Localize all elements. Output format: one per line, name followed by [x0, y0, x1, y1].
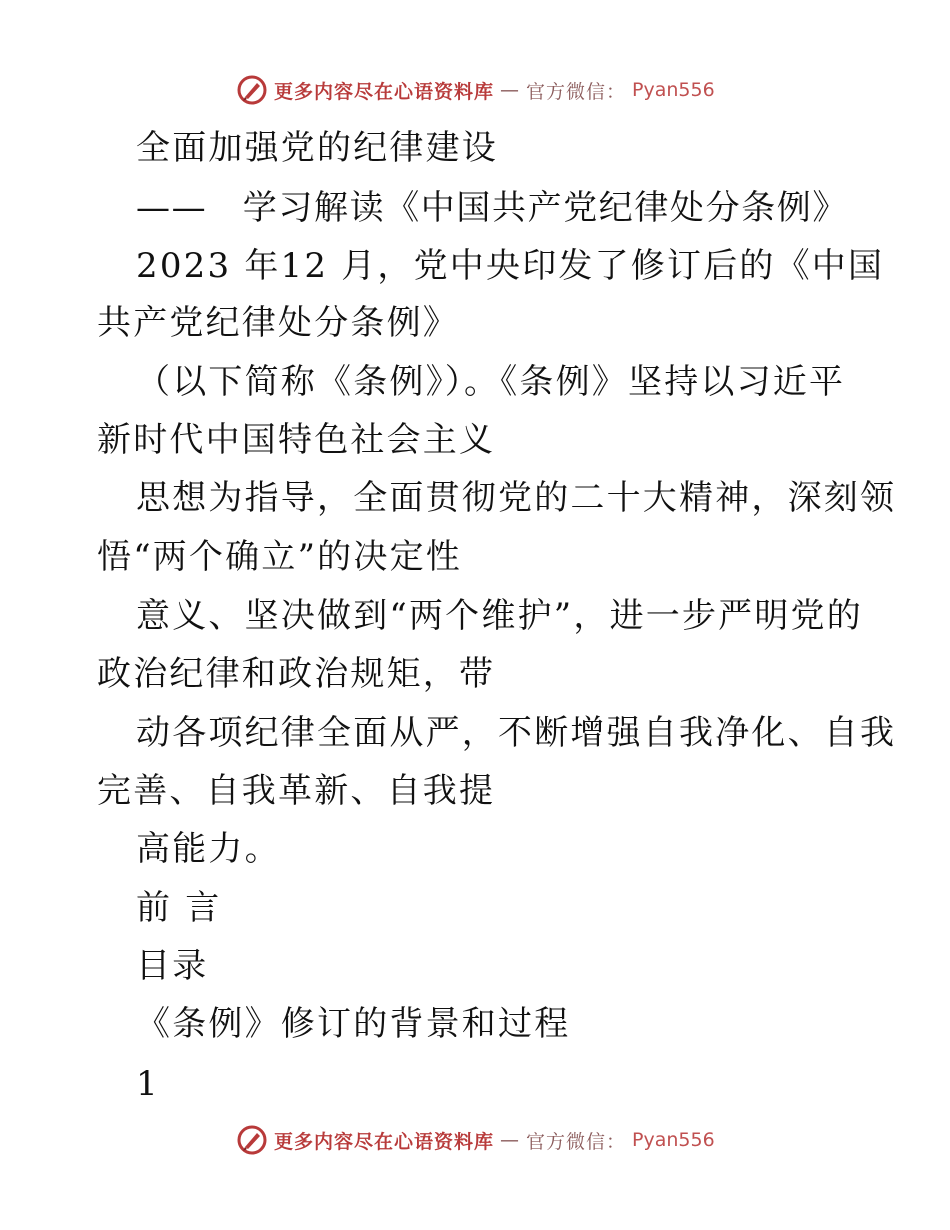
document-subtitle: —— 学习解读《中国共产党纪律处分条例》	[136, 188, 848, 228]
paragraph-line: （以下简称《条例》）。《条例》坚持以习近平	[136, 362, 846, 402]
watermark-dash: —	[500, 1129, 521, 1151]
preface-heading: 前 言	[136, 888, 222, 928]
paragraph-line: 意义、坚决做到“两个维护”，进一步严明党的	[136, 596, 863, 636]
watermark-main-text: 更多内容尽在心语资料库	[274, 1130, 495, 1153]
watermark-sub-text: 官方微信：	[526, 80, 627, 103]
quill-pen-icon	[236, 1124, 268, 1156]
paragraph-line: 2023 年12 月，党中央印发了修订后的《中国	[136, 246, 885, 286]
page-number: 1	[136, 1064, 160, 1104]
paragraph-line: 动各项纪律全面从严，不断增强自我净化、自我	[136, 713, 897, 753]
paragraph-line: 政治纪律和政治规矩，带	[97, 654, 496, 694]
paragraph-line: 悟“两个确立”的决定性	[97, 537, 462, 577]
watermark-wechat-id: Pyan556	[632, 1129, 715, 1151]
paragraph-line: 高能力。	[136, 829, 281, 869]
toc-item[interactable]: 《条例》修订的背景和过程	[136, 1004, 571, 1044]
watermark-main-text: 更多内容尽在心语资料库	[274, 80, 495, 103]
watermark-wechat-id: Pyan556	[632, 79, 715, 101]
document-title: 全面加强党的纪律建设	[136, 128, 498, 168]
watermark-header	[236, 70, 715, 110]
paragraph-line: 共产党纪律处分条例》	[97, 303, 459, 343]
watermark-sub-text: 官方微信：	[526, 1130, 627, 1153]
quill-pen-icon	[236, 74, 268, 106]
toc-heading: 目录	[136, 946, 209, 986]
paragraph-line: 思想为指导，全面贯彻党的二十大精神，深刻领	[136, 478, 897, 518]
paragraph-line: 完善、自我革新、自我提	[97, 771, 496, 811]
watermark-dash: —	[500, 79, 521, 101]
watermark-footer	[236, 1120, 715, 1160]
paragraph-line: 新时代中国特色社会主义	[97, 420, 496, 460]
